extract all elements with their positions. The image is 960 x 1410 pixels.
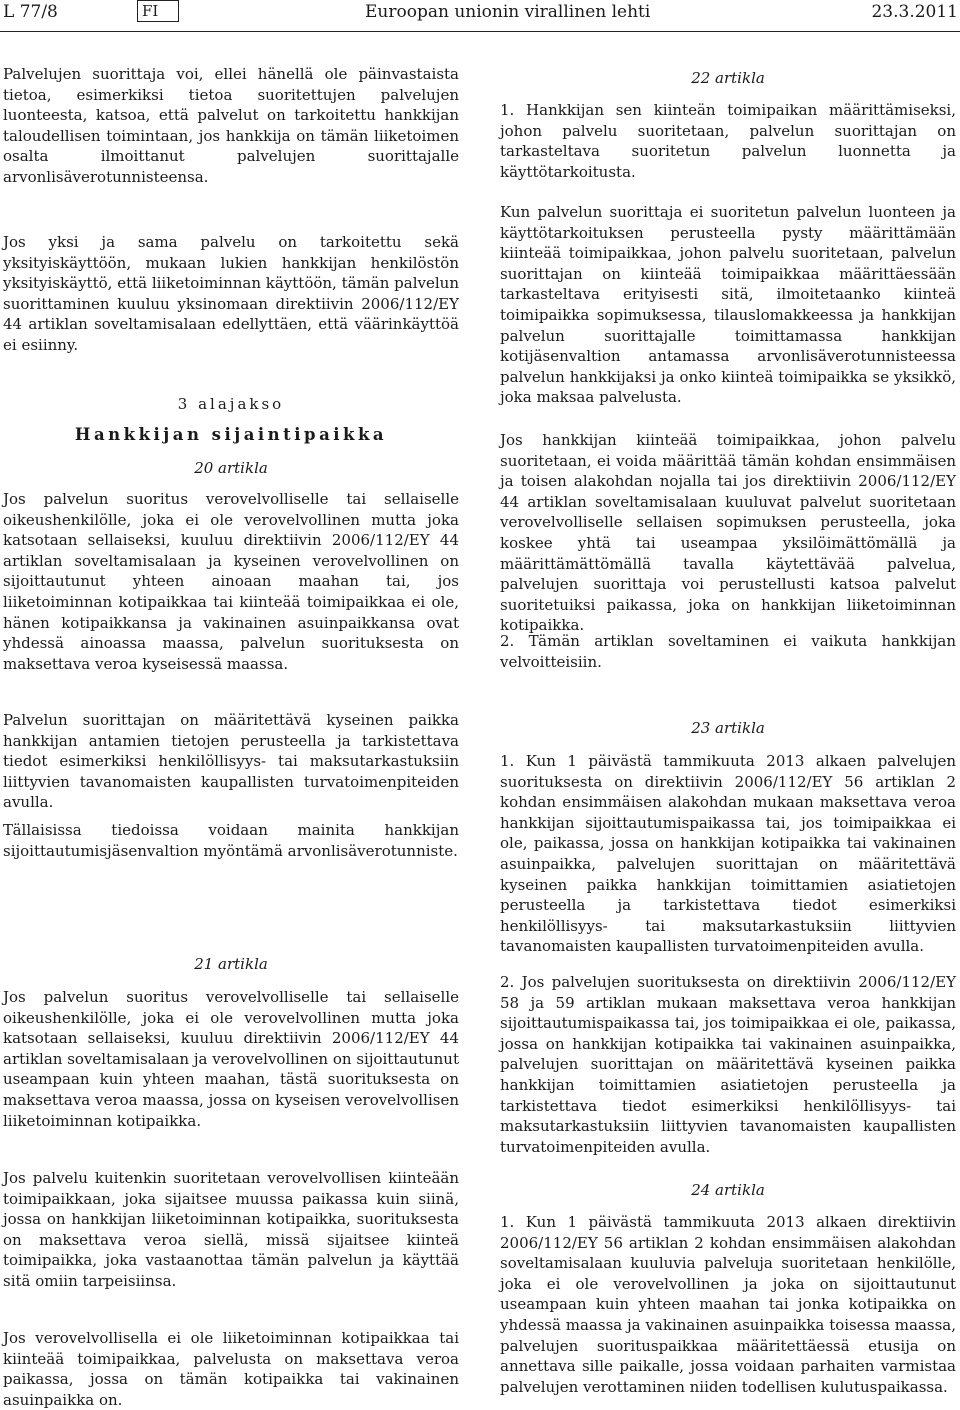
paragraph: Jos verovelvollisella ei ole liiketoiminnan kotipaikkaa tai kiinteää toimipaikkaa, palvelusta on maksettava veroa paikassa, jossa on tämän kotipaikka tai vakinainen asuinpaikka on. [3,1329,459,1409]
publication-date: 23.3.2011 [871,2,958,22]
article-heading: 23 artikla [691,719,765,737]
article-heading: 24 artikla [691,1181,765,1199]
page-header [0,0,960,30]
article-heading: 22 artikla [691,69,765,87]
page-reference: L 77/8 [3,2,58,22]
paragraph: 2. Tämän artiklan soveltaminen ei vaikuta hankkijan velvoitteisiin. [500,632,956,671]
paragraph: Kun palvelun suorittaja ei suoritetun palvelun luonteen ja käyttötarkoituksen perusteella pysty määrittämään kiinteää toimipaikkaa, johon palvelu suoritetaan, palvelun suorittajan on kiinteää toimipaikkaa määrittäessään tarkasteltava erityisesti sitä, ilmoitetaanko kiinteä toimipaikka sopimuksessa, tilauslomakkeessa ja hankkijan palvelun suorittajalle toimittamassa hankkijan kotijäsenvaltion antamassa arvonlisäverotunnisteessa palvelun hankkijaksi ja onko kiinteä toimipaikka se yksikkö, joka maksaa palvelusta. [500,203,956,407]
paragraph: 1. Kun 1 päivästä tammikuuta 2013 alkaen direktiivin 2006/112/EY 56 artiklan 2 kohdan ensimmäisen alakohdan soveltamisalaan kuuluvia palveluja suoritetaan henkilölle, joka ei ole verovelvollinen ja joka on sijoittautunut useampaan kuin yhteen maahan tai jonka kotipaikka on yhdessä maassa ja vakinainen asuinpaikka toisessa maassa, palvelujen suorituspaikkaa määritettäessä etusija on annettava sille paikalle, jossa voidaan parhaiten varmistaa palvelujen verottaminen niiden todellisen kulutuspaikassa. [500,1213,956,1396]
paragraph: Jos hankkijan kiinteää toimipaikkaa, johon palvelu suoritetaan, ei voida määrittää tämän kohdan ensimmäisen ja toisen alakohdan nojalla tai jos direktiivin 2006/112/EY 44 artiklan soveltamisalaan kuuluvat palvelut suoritetaan verovelvolliselle sellaisen sopimuksen perusteella, joka koskee yhtä tai useampaa yksilöimättömällä ja määrittämättömällä tavalla käytettävää palvelua, palvelujen suorittaja voi perustellusti katsoa palvelut suoritetuiksi paikassa, joka on hankkijan liiketoiminnan kotipaikka. [500,431,956,635]
paragraph: Jos palvelu kuitenkin suoritetaan verovelvollisen kiinteään toimipaikkaan, joka sijaitsee muussa paikassa kuin siinä, jossa on hankkijan liiketoiminnan kotipaikka, suorituksesta on maksettava veroa siellä, missä sijaitsee kiinteä toimipaikka, joka vastaanottaa tämän palvelun ja käyttää sitä omiin tarpeisiinsa. [3,1169,459,1290]
section-number: 3 alajakso [177,395,285,413]
paragraph: 2. Jos palvelujen suorituksesta on direktiivin 2006/112/EY 58 ja 59 artiklan mukaan maksettava veroa hankkijan sijoittautumispaikassa tai, jos toimipaikkaa ei ole, paikassa, jossa on hankkijan kotipaikka tai vakinainen asuinpaikka, palvelujen suorittajan on määritettävä kyseinen paikka hankkijan toimittamien asiatietojen perusteella ja tarkistettava tiedot esimerkiksi henkilöllisyys- tai maksutarkastuksiin liittyvien tavanomaisten kaupallisten turvatoimenpiteiden avulla. [500,973,956,1156]
journal-title: Euroopan unionin virallinen lehti [365,2,651,22]
paragraph: Jos palvelun suoritus verovelvolliselle tai sellaiselle oikeushenkilölle, joka ei ole verovelvollinen mutta joka katsotaan sellaiseksi, kuuluu direktiivin 2006/112/EY 44 artiklan soveltamisalaan ja verovelvollinen on sijoittautunut useampaan kuin yhteen maahan, tästä suorituksesta on maksettava veroa maassa, jossa on kyseisen verovelvollisen liiketoiminnan kotipaikka. [3,988,459,1130]
paragraph: Jos palvelun suoritus verovelvolliselle tai sellaiselle oikeushenkilölle, joka ei ole verovelvollinen mutta joka katsotaan sellaiseksi, kuuluu direktiivin 2006/112/EY 44 artiklan soveltamisalaan ja kyseinen verovelvollinen on sijoittautunut yhteen ainoaan maahan tai, jos liiketoiminnan kotipaikkaa tai kiinteää toimipaikkaa ei ole, hänen kotipaikkansa ja vakinainen asuinpaikkansa ovat yhdessä ainoassa maassa, palvelun suorituksesta on maksettava veroa kyseisessä maassa. [3,490,459,673]
article-heading: 20 artikla [194,459,268,477]
paragraph: Tällaisissa tiedoissa voidaan mainita hankkijan sijoittautumisjäsenvaltion myöntämä arvonlisäverotunniste. [3,821,459,860]
paragraph: 1. Hankkijan sen kiinteän toimipaikan määrittämiseksi, johon palvelu suoritetaan, palvelun suorittajan on tarkasteltava suoritetun palvelun luonnetta ja käyttötarkoitusta. [500,101,956,181]
header-rule [0,31,960,32]
paragraph: 1. Kun 1 päivästä tammikuuta 2013 alkaen palvelujen suorituksesta on direktiivin 2006/112/EY 56 artiklan 2 kohdan ensimmäisen alakohdan mukaan maksettava veroa hankkijan sijoittautumispaikassa tai, jos toimipaikkaa ei ole, paikassa, jossa on hankkijan kotipaikka tai vakinainen asuinpaikka, palvelujen suorittajan on määritettävä kyseinen paikka hankkijan toimittamien asiatietojen perusteella ja tarkistettava tiedot esimerkiksi henkilöllisyys- tai maksutarkastuksiin liittyvien tavanomaisten kaupallisten turvatoimenpiteiden avulla. [500,752,956,956]
paragraph: Palvelun suorittajan on määritettävä kyseinen paikka hankkijan antamien tietojen perusteella ja tarkistettava tiedot esimerkiksi henkilöllisyys- tai maksutarkastuksiin liittyvien tavanomaisten kaupallisten turvatoimenpiteiden avulla. [3,711,459,812]
paragraph: Palvelujen suorittaja voi, ellei hänellä ole päinvastaista tietoa, esimerkiksi tietoa suoritettujen palvelujen luonteesta, katsoa, että palvelut on tarkoitettu hankkijan taloudellisen toimintaan, jos hankkija on tämän liiketoimen osalta ilmoittanut palvelujen suorittajalle arvonlisäverotunnisteensa. [3,65,459,186]
language-badge: FI [137,0,179,22]
article-heading: 21 artikla [194,955,268,973]
section-title: Hankkijan sijaintipaikka [74,425,388,444]
paragraph: Jos yksi ja sama palvelu on tarkoitettu sekä yksityiskäyttöön, mukaan lukien hankkijan henkilöstön yksityiskäyttö, että liiketoiminnan käyttöön, tämän palvelun suorittaminen kuuluu yksinomaan direktiivin 2006/112/EY 44 artiklan soveltamisalaan edellyttäen, että väärinkäyttöä ei esiinny. [3,233,459,354]
